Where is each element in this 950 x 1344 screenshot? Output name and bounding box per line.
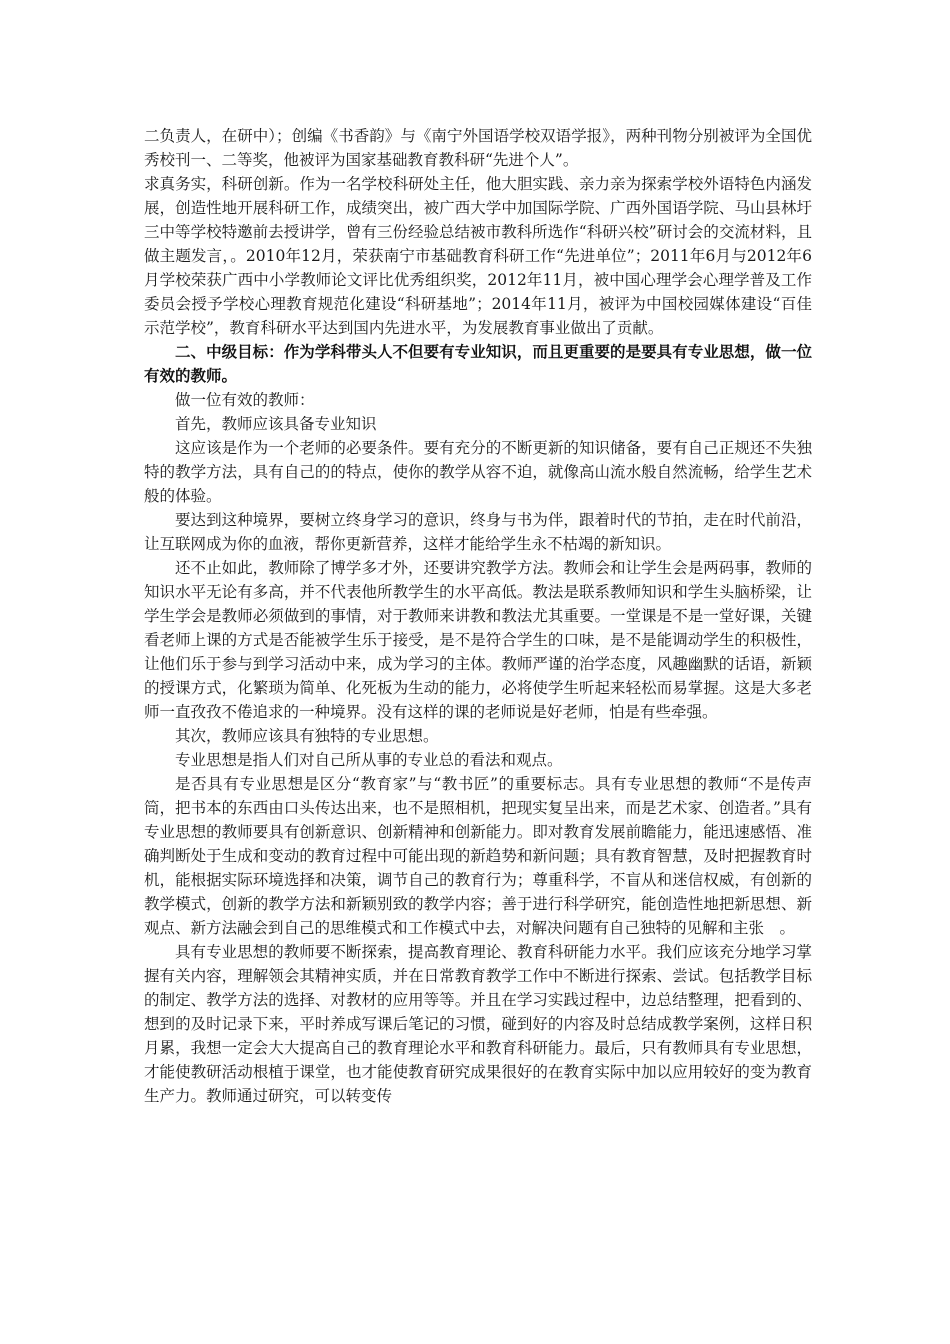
- paragraph-continuation: 二负责人，在研中）；创编《书香韵》与《南宁外国语学校双语学报》，两种刊物分别被评为全国优秀校刊一、二等奖，他被评为国家基础教育教科研“先进个人”。: [144, 127, 812, 169]
- paragraph-first-knowledge: 首先，教师应该具备专业知识: [175, 415, 377, 433]
- paragraph-exploration: 具有专业思想的教师要不断探索，提高教育理论、教育科研能力水平。我们应该充分地学习掌握有关内容，理解领会其精神实质，并在日常教育教学工作中不断进行探索、尝试。包括教学目标的制定、教学方法的选择、对教材的应用等等。并且在学习实践过程中，边总结整理，把看到的、想到的及时记录下来，平时养成写课后笔记的习惯，碰到好的内容及时总结成教学案例，这样日积月累，我想一定会大大提高自己的教育理论水平和教育科研能力。最后，只有教师具有专业思想，才能使教研活动根植于课堂，也才能使教育研究成果很好的在教育实际中加以应用较好的变为教育生产力。教师通过研究，可以转变传: [144, 943, 812, 1105]
- paragraph-lifelong-learning: 要达到这种境界，要树立终身学习的意识，终身与书为伴，跟着时代的节拍，走在时代前沿，让互联网成为你的血液，帮你更新营养，这样才能给学生永不枯竭的新知识。: [144, 511, 812, 553]
- paragraph-teaching-method: 还不止如此，教师除了博学多才外，还要讲究教学方法。教师会和让学生会是两码事，教师的知识水平无论有多高，并不代表他所教学生的水平高低。教法是联系教师知识和学生头脑桥梁，让学生学会是教师必须做到的事情，对于教师来讲教和教法尤其重要。一堂课是不是一堂好课，关键看老师上课的方式是否能被学生乐于接受，是不是符合学生的口味，是不是能调动学生的积极性，让他们乐于参与到学习活动中来，成为学习的主体。教师严谨的治学态度，风趣幽默的话语，新颖的授课方式，化繁琐为简单、化死板为生动的能力，必将使学生听起来轻松而易掌握。这是大多老师一直孜孜不倦追求的一种境界。没有这样的课的老师说是好老师，怕是有些牵强。: [144, 559, 812, 721]
- document-page: [144, 124, 812, 1108]
- paragraph-research-innovation: 求真务实，科研创新。作为一名学校科研处主任，他大胆实践、亲力亲为探索学校外语特色内涵发展，创造性地开展科研工作，成绩突出，被广西大学中加国际学院、广西外国语学院、马山县林圩三中等学校特邀前去授讲学，曾有三份经验总结被市教科所选作“科研兴校”研讨会的交流材料，且做主题发言，。2010年12月，荣获南宁市基础教育科研工作“先进单位”；2011年6月与2012年6月学校荣获广西中小学教师论文评比优秀组织奖，2012年11月，被中国心理学会心理学普及工作委员会授予学校心理教育规范化建设“科研基地”；2014年11月，被评为中国校园媒体建设“百佳示范学校”，教育科研水平达到国内先进水平，为发展教育事业做出了贡献。: [144, 175, 812, 337]
- paragraph-second-thought: 其次，教师应该具有独特的专业思想。: [175, 727, 439, 745]
- paragraph-effective-teacher: 做一位有效的教师：: [175, 391, 315, 409]
- section-heading-intermediate-goal: 二、中级目标：作为学科带头人不但要有专业知识，而且更重要的是要具有专业思想，做一位有效的教师。: [144, 342, 812, 385]
- paragraph-educator-vs-craftsman: 是否具有专业思想是区分“教育家”与“教书匠”的重要标志。具有专业思想的教师“不是传声筒，把书本的东西由口头传达出来，也不是照相机，把现实复呈出来，而是艺术家、创造者。”具有专业思想的教师要具有创新意识、创新精神和创新能力。即对教育发展前瞻能力，能迅速感悟、准确判断处于生成和变动的教育过程中可能出现的新趋势和新问题；具有教育智慧，及时把握教育时机，能根据实际环境选择和决策，调节自己的教育行为；尊重科学，不盲从和迷信权威，有创新的教学模式，创新的教学方法和新颖别致的教学内容；善于进行科学研究，能创造性地把新思想、新观点、新方法融会到自己的思维模式和工作模式中去，对解决问题有自己独特的见解和主张 。: [144, 775, 812, 937]
- paragraph-thought-definition: 专业思想是指人们对自己所从事的专业总的看法和观点。: [175, 751, 563, 769]
- paragraph-necessary-condition: 这应该是作为一个老师的必要条件。要有充分的不断更新的知识储备，要有自己正规还不失独特的教学方法，具有自己的的特点，使你的教学从容不迫，就像高山流水般自然流畅，给学生艺术般的体验。: [144, 439, 812, 505]
